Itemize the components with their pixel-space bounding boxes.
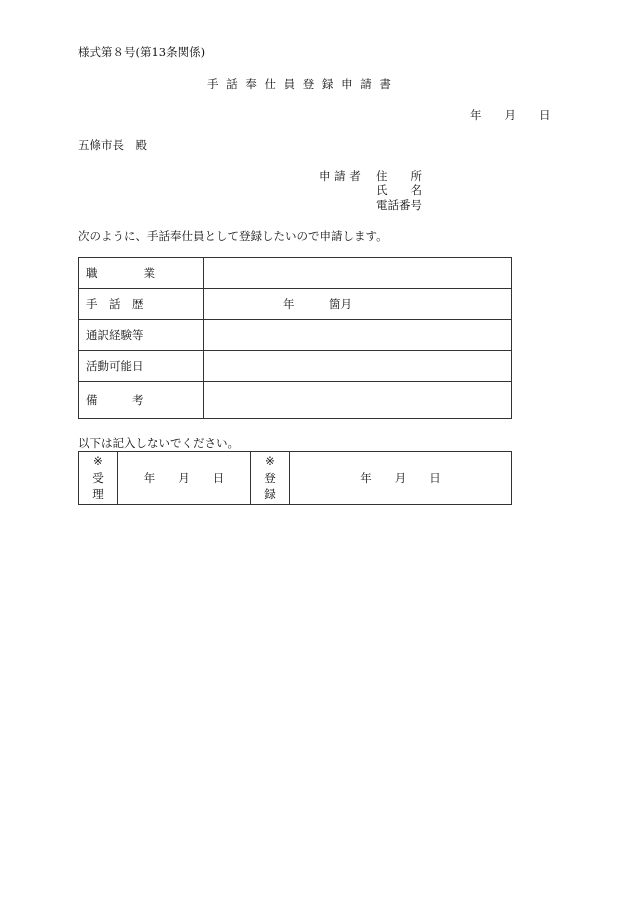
application-table — [78, 257, 512, 419]
applicant-phone-label: 電話番号 — [376, 198, 422, 212]
register-char-2: 録 — [264, 487, 276, 502]
receipt-char-1: 受 — [92, 470, 104, 485]
receipt-char-2: 理 — [92, 487, 104, 502]
table-row — [79, 351, 512, 382]
interpreting-experience-label: 通訳経験等 — [79, 320, 204, 351]
receipt-date: 年 月 日 — [118, 452, 251, 505]
register-date: 年 月 日 — [290, 452, 512, 505]
remarks-label: 備 考 — [79, 382, 204, 419]
table-row — [79, 382, 512, 419]
remarks-field[interactable] — [204, 382, 512, 419]
sign-history-field[interactable]: 年 箇月 — [204, 289, 512, 320]
date-line: 年 月 日 — [470, 108, 551, 122]
table-row — [79, 289, 512, 320]
available-days-field[interactable] — [204, 351, 512, 382]
table-row — [79, 320, 512, 351]
register-char-1: 登 — [264, 470, 276, 485]
intro-text: 次のように、手話奉仕員として登録したいので申請します。 — [78, 229, 388, 243]
applicant-prefix: 申 請 者 — [319, 169, 361, 183]
sign-history-label: 手 話 歴 — [79, 289, 204, 320]
form-number: 様式第８号(第13条関係) — [78, 45, 206, 59]
interpreting-experience-field[interactable] — [204, 320, 512, 351]
form-title: 手 話 奉 仕 員 登 録 申 請 書 — [207, 77, 393, 91]
addressee: 五條市長 殿 — [78, 138, 147, 152]
table-row — [79, 452, 512, 505]
applicant-name-label: 氏 名 — [376, 183, 422, 197]
occupation-label: 職 業 — [79, 258, 204, 289]
table-row — [79, 258, 512, 289]
register-mark: ※ — [265, 453, 275, 468]
available-days-label: 活動可能日 — [79, 351, 204, 382]
receipt-mark: ※ — [93, 453, 103, 468]
applicant-address-label: 住 所 — [376, 169, 422, 183]
receipt-label — [79, 452, 118, 505]
office-use-note: 以下は記入しないでください。 — [78, 436, 239, 450]
register-label — [251, 452, 290, 505]
occupation-field[interactable] — [204, 258, 512, 289]
office-use-table — [78, 451, 512, 505]
